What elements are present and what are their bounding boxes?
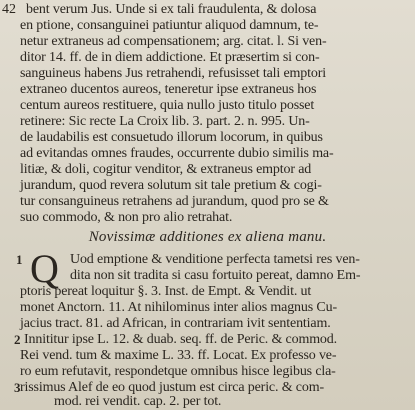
section-heading: Novissimæ additiones ex aliena manu. <box>88 229 327 245</box>
text-line: dita non sit tradita si casu fortuito pereat, damno Em- <box>70 268 361 283</box>
text-line: Innititur ipse L. 12. & duab. seq. ff. de Peric. & commod. <box>24 332 337 347</box>
text-line: jacius tract. 81. ad African, in contrariam ivit sententiam. <box>20 316 331 331</box>
text-line: netur extraneus ad compensationem; arg. citat. l. Si ven- <box>20 34 327 49</box>
marginal-number: 3 <box>14 380 21 395</box>
text-line: tur consanguineus retrahens ad jurandum, quod pro se & <box>20 194 329 209</box>
text-line: monet Anctorn. 11. At nihilominus inter alios magnus Cu- <box>20 300 337 315</box>
text-line: mod. rei vendit. cap. 2. per tot. <box>54 394 222 409</box>
text-line: ad evitandas omnes fraudes, occurrente dubio similis ma- <box>20 146 334 161</box>
text-line: retinere: Sic recte La Croix lib. 3. part. 2. n. 995. Un- <box>20 114 310 129</box>
text-line: ptoris pereat loquitur §. 3. Inst. de Empt. & Vendit. ut <box>20 284 312 299</box>
text-line: Rei vend. tum & maxime L. 33. ff. Locat. Ex professo ve- <box>20 348 337 363</box>
page-number: 42 <box>2 2 16 17</box>
text-line: en ptione, consanguinei patiuntur aliquod damnum, te- <box>20 18 319 33</box>
text-line: ditor 14. ff. de in diem addictione. Et præsertim si con- <box>20 50 320 65</box>
text-line: suo commodo, & non pro alio retrahat. <box>20 210 233 225</box>
text-line: centum aureos restituere, quia nullo justo titulo posset <box>20 98 315 113</box>
marginal-number: 2 <box>14 332 21 347</box>
text-line: sanguineus habens Jus retrahendi, refusisset tali emptori <box>20 66 326 81</box>
text-line: jurandum, quod revera solutum sit tale pretium & cogi- <box>20 178 322 193</box>
text-line: ro eum refutavit, respondetque omnibus hisce legibus cla- <box>20 364 336 379</box>
text-line: litiæ, & doli, cogitur venditor, & extraneus emptor ad <box>20 162 312 177</box>
text-line: Uod emptione & venditione perfecta tametsi res ven- <box>70 252 360 267</box>
text-line: extraneo ducentos aureos, teneretur ipse extraneus hos <box>20 82 317 97</box>
text-line: rissimus Alef de eo quod justum est circa peric. & com- <box>20 380 324 395</box>
text-line: bent verum Jus. Unde si ex tali fraudulenta, & dolosa <box>26 2 317 17</box>
drop-cap: Q <box>30 246 59 291</box>
marginal-number: 1 <box>16 252 23 267</box>
text-line: de laudabilis est consuetudo illorum locorum, in quibus <box>20 130 323 145</box>
